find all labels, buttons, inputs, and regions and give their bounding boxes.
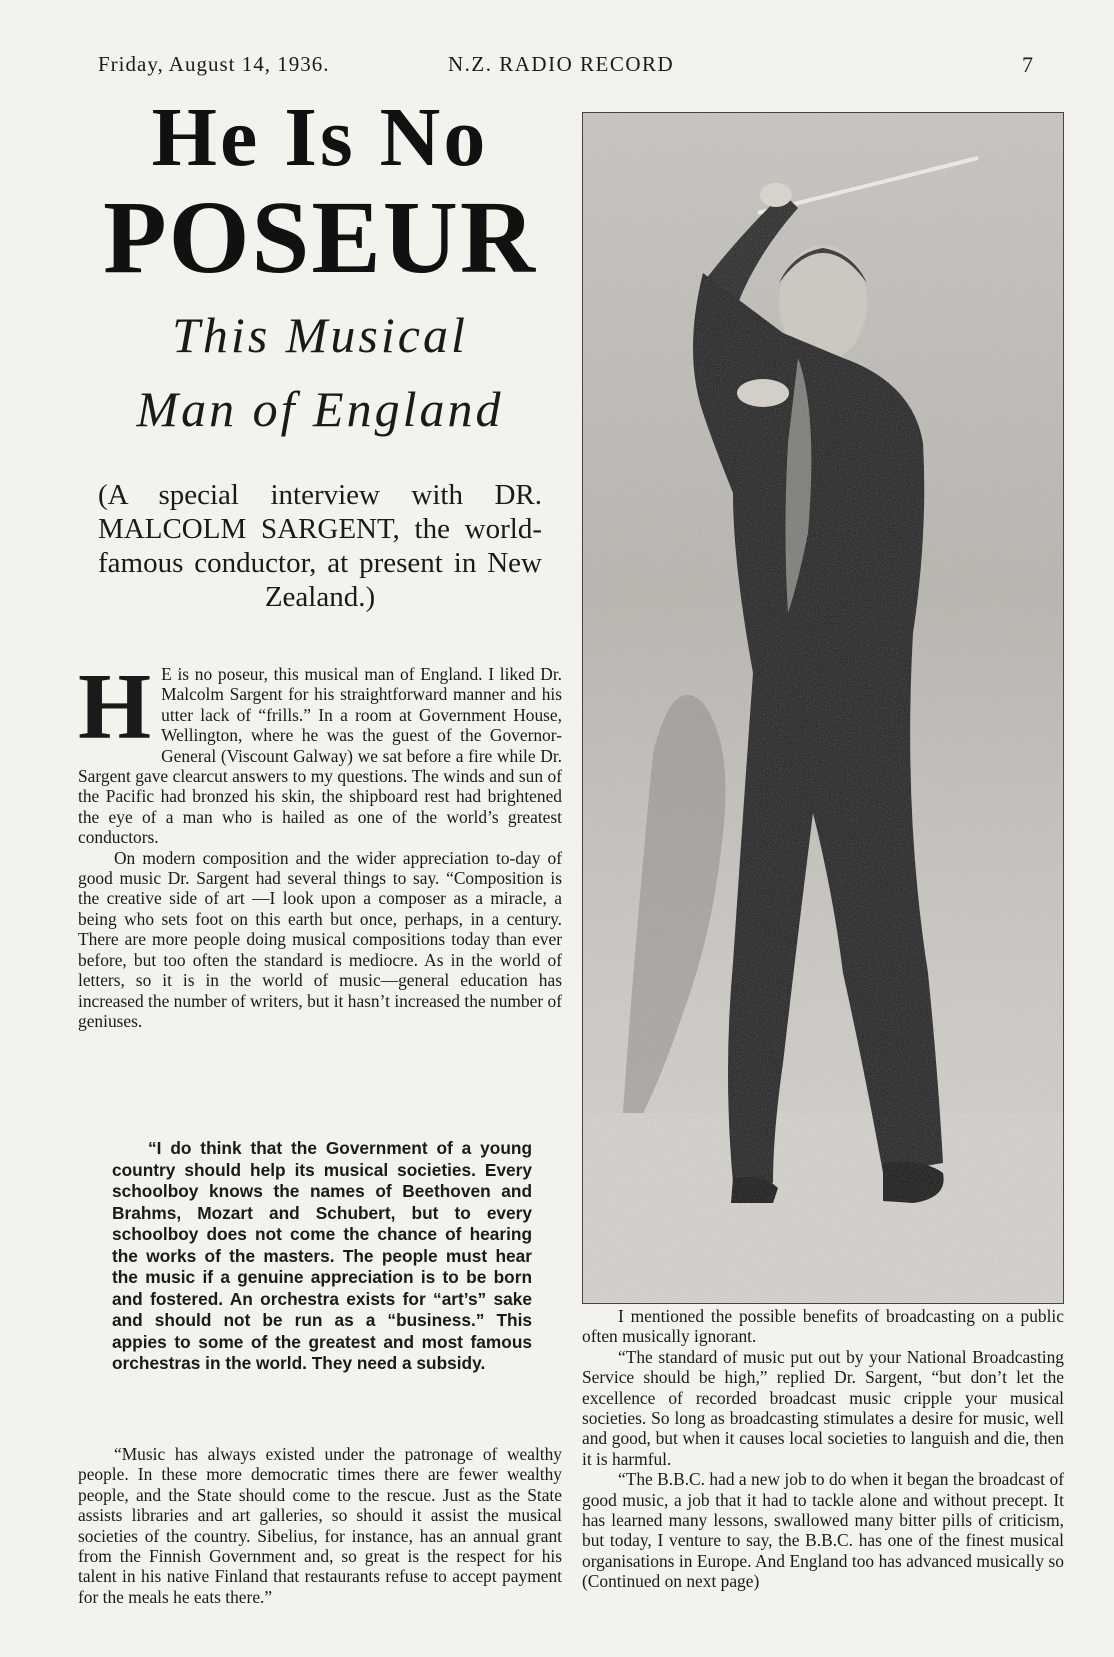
issue-date: Friday, August 14, 1936. [98, 52, 330, 76]
col2-paragraph-3: “The B.B.C. had a new job to do when it began the broadcast of good music, a job that it had to tackle alone and without precept. It has learned many lessons, swallowed many bitter pills of criticism, but today, I venture to say, the B.B.C. has one of the finest musical organisations in Europe. And England too has advanced musically so (Continued on next page) [582, 1469, 1064, 1592]
col2-paragraph-2: “The standard of music put out by your National Broadcasting Service should be high,” replied Dr. Sargent, “but don’t let the excellence of recorded broadcast music cripple your musical societies. So long as broadcasting stimulates a desire for music, well and good, but when it causes local societies to languish and die, then it is harmful. [582, 1346, 1064, 1469]
paragraph-1: E is no poseur, this musical man of England. I liked Dr. Malcolm Sargent for his straightforward manner and his utter lack of “frills.” In a room at Government House, Wellington, where he was the guest of the Governor-General (Viscount Galway) we sat before a fire while Dr. Sargent gave clearcut answers to my questions. The winds and sun of the Pacific had bronzed his skin, the shipboard rest had brightened the eye of a man who is hailed as one of the world’s greatest conductors. [78, 664, 562, 848]
col2-paragraph-1: I mentioned the possible benefits of broadcasting on a public often musically ignorant. [582, 1306, 1064, 1347]
paragraph-3: “Music has always existed under the patronage of wealthy people. In these more democratic times there are fewer wealthy people, and the State should come to the rescue. Just as the State assists libraries and art galleries, so should it assist the musical societies of the country. Sibelius, for instance, has an annual grant from the Finnish Government and, so great is the respect for his talent in his native Finland that restaurants refuse to accept payment for the meals he eats there.” [78, 1444, 562, 1607]
headline-line-2: POSEUR [103, 180, 537, 295]
article-column-1 [78, 655, 562, 1031]
article-column-1-end [78, 1444, 562, 1607]
headline-line-1: He Is No [151, 91, 489, 184]
intro-standfirst: (A special interview with DR. MALCOLM SARGENT, the world-famous conductor, at present in New Zealand.) [98, 479, 542, 613]
page-number: 7 [1022, 52, 1034, 77]
subheadline-line-2: Man of England [136, 381, 504, 437]
drop-cap: H [78, 655, 152, 759]
subheadline-line-1: This Musical [172, 307, 468, 363]
article-column-2 [582, 1306, 1064, 1592]
conductor-figure-illustration [583, 113, 1063, 1303]
quote-text: “I do think that the Government of a young country should help its musical societies. Every schoolboy knows the names of Beethoven and Brahms, Mozart and Schubert, but to every schoolboy does not come the chance of hearing the works of the masters. The people must hear the music if a genuine appreciation is to be born and fostered. An orchestra exists for “art’s” sake and should not be run as a “business.” This appies to some of the greatest and most famous orchestras in the world. They need a subsidy. [112, 1138, 532, 1373]
paragraph-2: On modern composition and the wider appreciation to-day of good music Dr. Sargent had several things to say. “Composition is the creative side of art —I look upon a composer as a miracle, a being who sets foot on this earth but once, perhaps, in a century. There are more people doing musical compositions today than ever before, but too often the standard is mediocre. As in the world of letters, so it is in the world of music—general education has increased the number of writers, but it hasn’t increased the number of geniuses. [78, 847, 562, 1031]
publication-title: N.Z. RADIO RECORD [448, 52, 675, 76]
pull-quote [112, 1138, 532, 1375]
conductor-photo [582, 112, 1064, 1304]
